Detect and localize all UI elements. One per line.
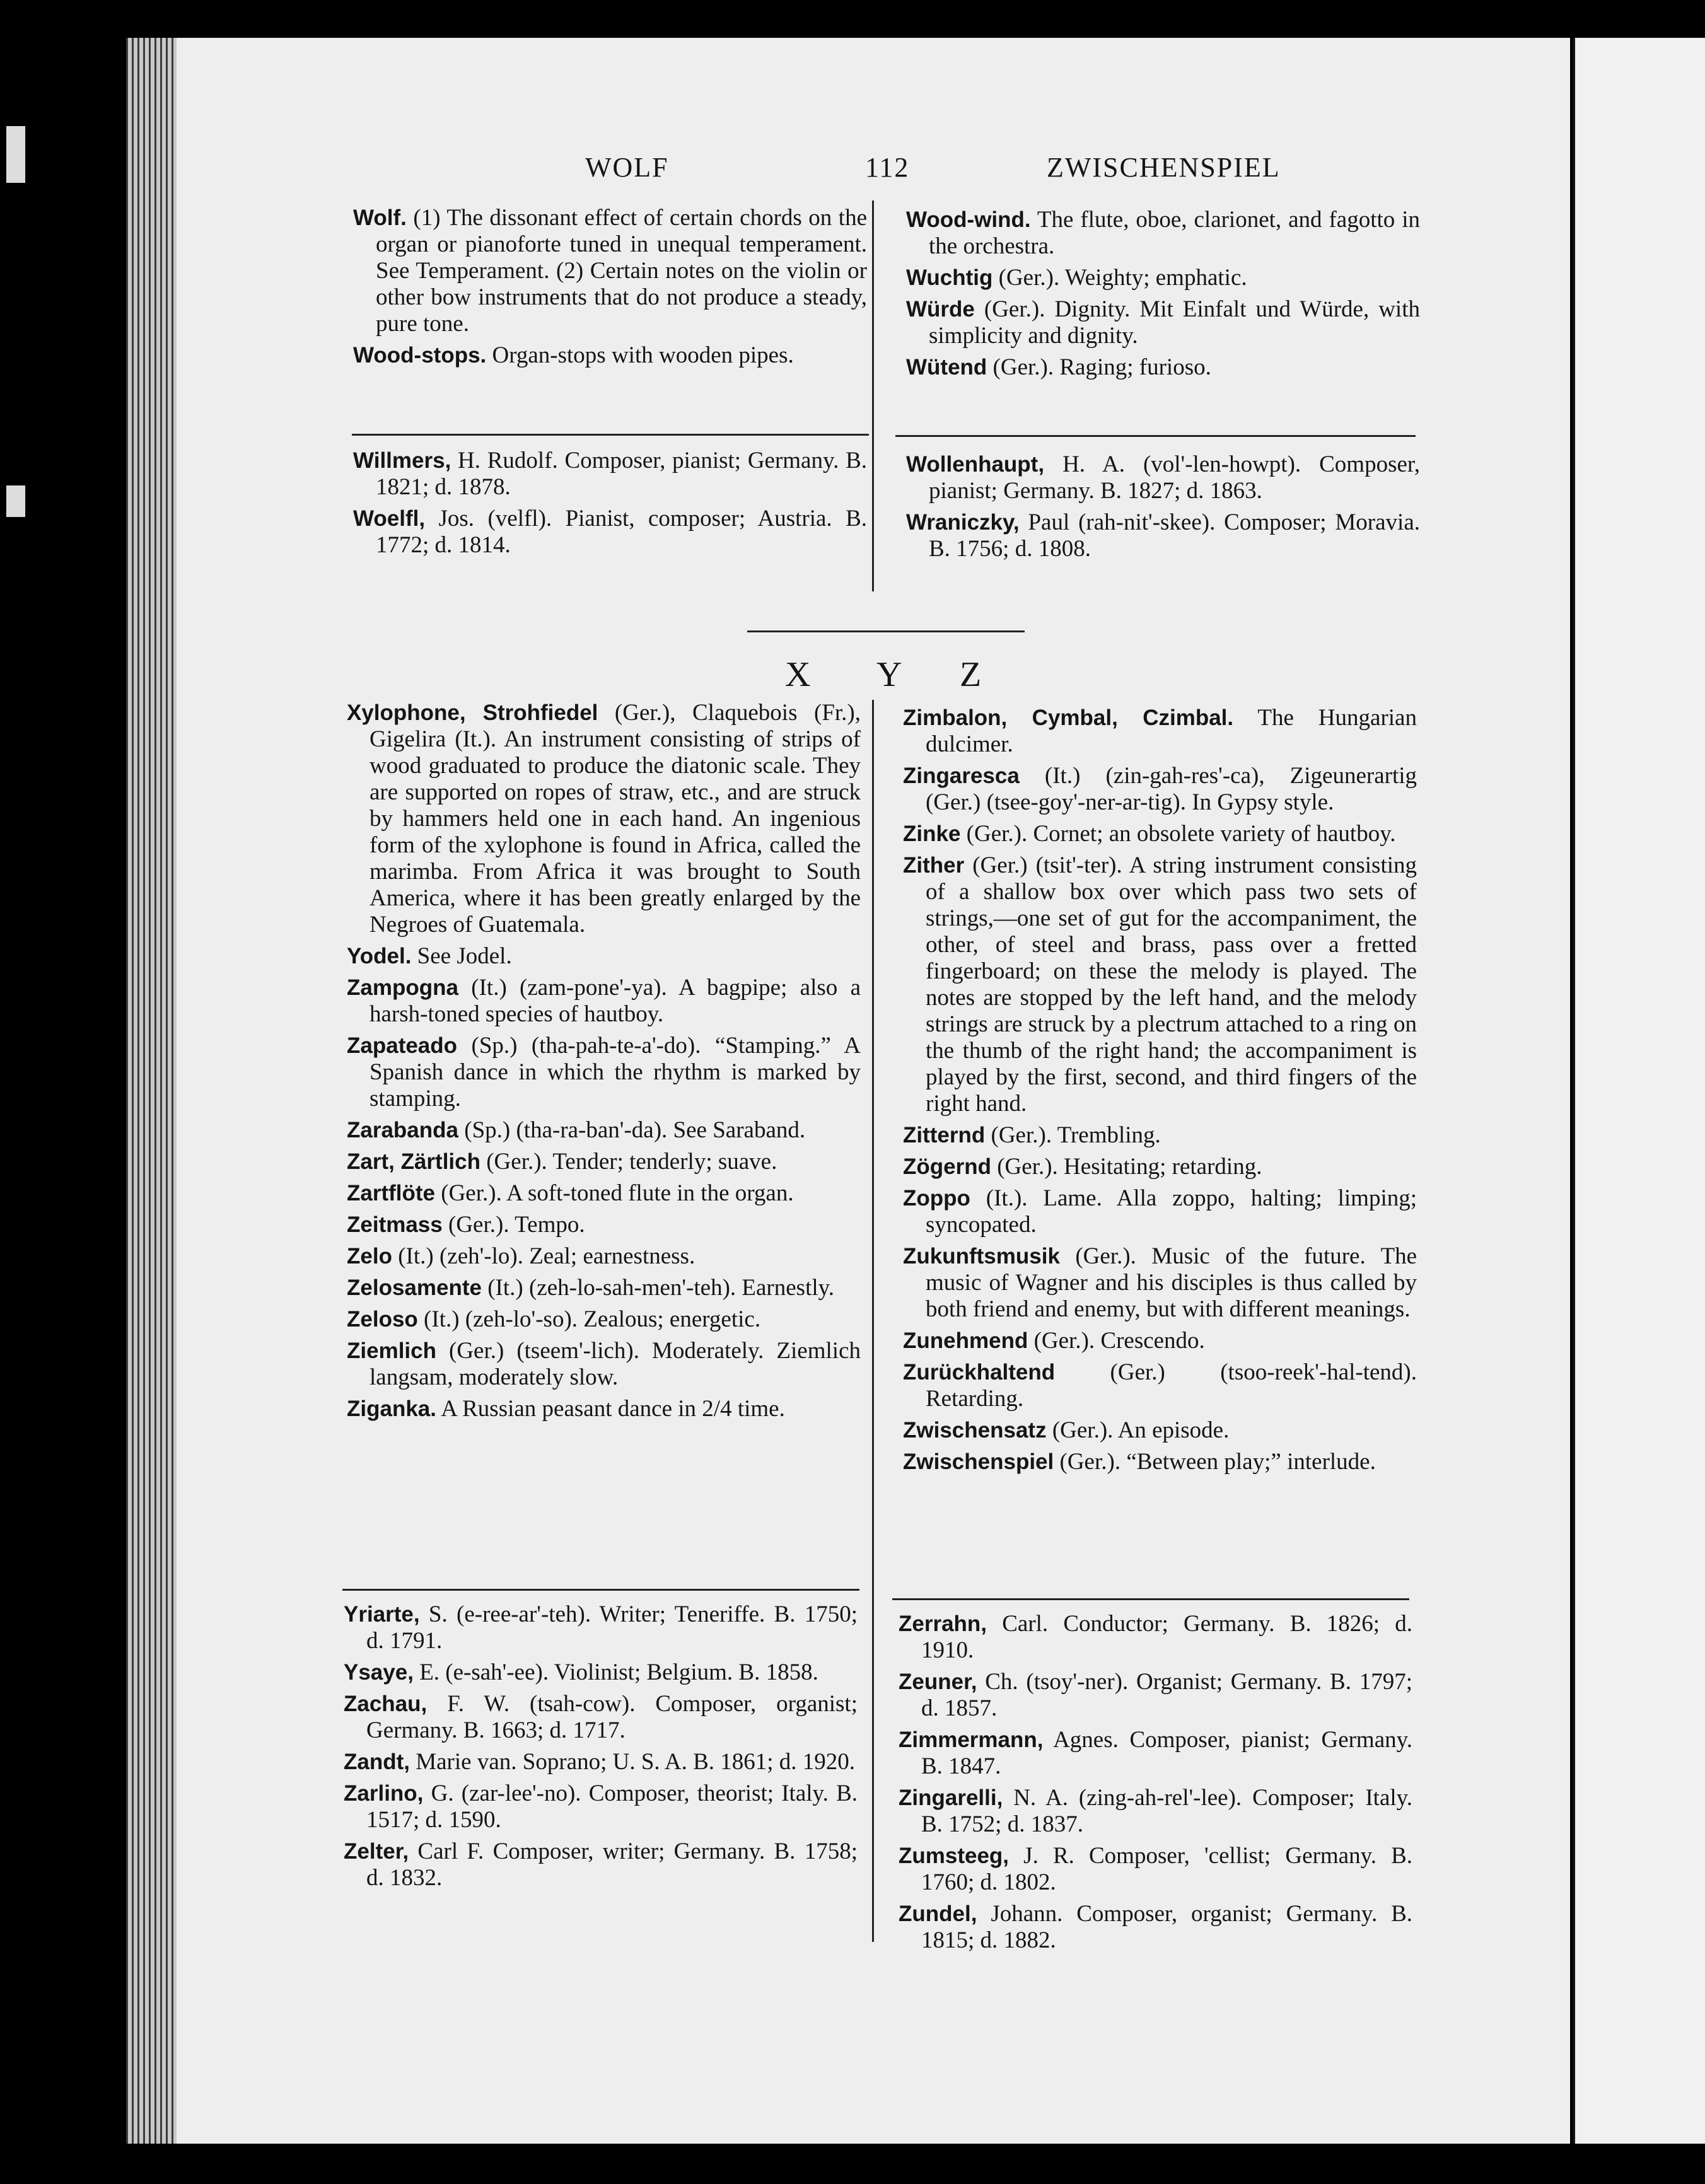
running-head-right: ZWISCHENSPIEL — [1047, 152, 1281, 183]
entry — [899, 1611, 1412, 1664]
entry — [903, 1359, 1417, 1412]
entry-term: Zögernd — [903, 1154, 991, 1179]
page-edge — [126, 38, 177, 2144]
entry-text: Carl F. Composer, writer; Germany. B. 1758; d. 1832. — [366, 1838, 858, 1891]
entry — [903, 1417, 1417, 1444]
section-rule — [342, 1589, 859, 1591]
entry-term: Zukunftsmusik — [903, 1244, 1060, 1269]
entry-term: Zimmermann, — [899, 1728, 1044, 1752]
entry-term: Zimbalon, Cymbal, Czimbal. — [903, 706, 1234, 730]
entry-text: (Ger.). Music of the future. The music of Wagner and his disciples is thus called by both friend and enemy, but with different meanings. — [926, 1243, 1417, 1322]
xyz-names-left — [344, 1601, 858, 1896]
entry-term: Zelo — [347, 1244, 392, 1269]
entry — [347, 1180, 861, 1207]
section-letter-x: X — [785, 655, 811, 694]
scan-speck — [6, 485, 25, 517]
entry — [347, 1338, 861, 1391]
entry — [899, 1843, 1412, 1896]
entry-term: Wolf. — [353, 206, 407, 230]
entry-text: G. (zar-lee'-no). Composer, theorist; Italy. B. 1517; d. 1590. — [366, 1780, 858, 1833]
entry-term: Zart, Zärtlich — [347, 1149, 480, 1174]
entry-term: Wuchtig — [906, 265, 993, 290]
entry-text: (Ger.). Raging; furioso. — [992, 354, 1211, 380]
entry-term: Ziemlich — [347, 1339, 436, 1363]
entry-text: N. A. (zing-ah-rel'-lee). Composer; Italy. B. 1752; d. 1837. — [921, 1785, 1412, 1837]
entry-term: Ysaye, — [344, 1660, 414, 1685]
xyz-names-right — [899, 1611, 1412, 1959]
xyz-terms-right — [903, 705, 1417, 1480]
entry-term: Wood-stops. — [353, 343, 487, 368]
entry — [899, 1727, 1412, 1780]
entry — [344, 1691, 858, 1744]
entry-text: Marie van. Soprano; U. S. A. B. 1861; d. 1920. — [416, 1749, 856, 1775]
entry-text: S. (e-ree-ar'-teh). Writer; Teneriffe. B. 1750; d. 1791. — [366, 1601, 858, 1654]
entry-text: (Ger.). Trembling. — [991, 1122, 1161, 1148]
entry — [347, 1243, 861, 1270]
entry-term: Zarlino, — [344, 1781, 424, 1806]
entry-text: (Ger.). Dignity. Mit Einfalt und Würde, with simplicity and dignity. — [929, 296, 1420, 349]
entry — [347, 700, 861, 938]
entry-text: (Ger.). Hesitating; retarding. — [997, 1154, 1262, 1180]
entry — [903, 821, 1417, 847]
entry-text: E. (e-sah'-ee). Violinist; Belgium. B. 1858. — [419, 1659, 818, 1685]
entry-term: Zurückhaltend — [903, 1360, 1056, 1385]
entry-text: See Jodel. — [417, 943, 512, 969]
entry-text: (Ger.). A soft-toned flute in the organ. — [441, 1180, 794, 1206]
entry-term: Zumsteeg, — [899, 1844, 1010, 1868]
entry-term: Zither — [903, 853, 965, 878]
entry-term: Zandt, — [344, 1750, 410, 1774]
entry — [353, 342, 867, 369]
entry — [347, 943, 861, 970]
entry-text: (It.) (zeh'-lo). Zeal; earnestness. — [398, 1243, 695, 1269]
entry-term: Zampogna — [347, 975, 458, 1000]
entry — [344, 1780, 858, 1833]
entry-term: Yodel. — [347, 944, 412, 968]
entry-term: Zachau, — [344, 1692, 428, 1716]
entry-text: H. A. (vol'-len-howpt). Composer, pianist; Germany. B. 1827; d. 1863. — [929, 451, 1421, 504]
entry-text: (Ger.). Tender; tenderly; suave. — [486, 1149, 777, 1175]
entry — [347, 1117, 861, 1144]
w-names-left — [353, 448, 867, 564]
entry — [903, 1243, 1417, 1323]
entry-term: Woelfl, — [353, 506, 426, 531]
entry-text: Johann. Composer, organist; Germany. B. 1815; d. 1882. — [921, 1901, 1412, 1953]
entry-text: (Ger.), Claquebois (Fr.), Gigelira (It.). An instrument consisting of strips of wood graduated to produce the diatonic scale. They are supported on ropes of straw, etc., and are struck by hammers held one in each hand. An ingenious form of the xylophone is found in Africa, called the marimba. From Africa it was brought to South America, where it has been greatly enlarged by the Negroes of Guatemala. — [370, 700, 861, 938]
gutter-line — [1573, 38, 1575, 2144]
entry-text: Organ-stops with wooden pipes. — [492, 342, 794, 368]
entry-term: Zeuner, — [899, 1670, 977, 1694]
entry — [903, 1122, 1417, 1149]
entry-text: A Russian peasant dance in 2/4 time. — [441, 1396, 785, 1422]
entry-text: The Hungarian dulcimer. — [926, 705, 1417, 757]
entry-text: (Ger.). Tempo. — [448, 1212, 585, 1238]
section-rule — [747, 630, 1025, 632]
entry-term: Wütend — [906, 355, 987, 380]
entry-text: Jos. (velfl). Pianist, composer; Austria. B. 1772; d. 1814. — [376, 506, 867, 558]
entry-term: Zapateado — [347, 1033, 458, 1058]
entry-text: (Ger.) (tsoo-reek'-hal-tend). Retarding. — [926, 1359, 1417, 1412]
column-divider — [872, 700, 874, 1942]
entry-term: Ziganka. — [347, 1397, 436, 1421]
entry-term: Zunehmend — [903, 1328, 1028, 1353]
entry — [906, 509, 1420, 562]
entry-term: Zwischensatz — [903, 1418, 1047, 1443]
section-rule — [892, 1598, 1409, 1600]
entry — [353, 448, 867, 501]
entry-text: (1) The dissonant effect of certain chords on the organ or pianoforte tuned in unequal temperament. See Temperament. (2) Certain notes on the violin or other bow instruments that do not produce a steady, pure tone. — [376, 205, 867, 337]
entry — [899, 1785, 1412, 1838]
entry-term: Willmers, — [353, 448, 451, 473]
scan-speck — [6, 126, 25, 183]
entry — [906, 296, 1420, 349]
w-terms-right — [906, 207, 1420, 386]
entry-term: Wollenhaupt, — [906, 452, 1045, 477]
entry-term: Zarabanda — [347, 1118, 458, 1142]
entry-text: J. R. Composer, 'cellist; Germany. B. 1760; d. 1802. — [921, 1843, 1412, 1895]
facing-page — [1575, 38, 1705, 2144]
entry — [344, 1838, 858, 1891]
entry-text: Carl. Conductor; Germany. B. 1826; d. 1910. — [921, 1611, 1413, 1663]
w-terms-left — [353, 205, 867, 374]
entry — [903, 1328, 1417, 1354]
entry — [344, 1749, 858, 1775]
entry — [347, 1396, 861, 1422]
entry — [903, 763, 1417, 816]
entry-term: Zingarelli, — [899, 1786, 1003, 1810]
entry-text: The flute, oboe, clarionet, and fagotto in the orchestra. — [929, 207, 1420, 259]
entry-term: Zeitmass — [347, 1212, 443, 1237]
entry — [903, 1185, 1417, 1238]
entry-text: (It.). Lame. Alla zoppo, halting; limping; syncopated. — [926, 1185, 1417, 1238]
entry-term: Zingaresca — [903, 764, 1020, 788]
entry-term: Zoppo — [903, 1186, 970, 1211]
entry-text: (It.) (zin-gah-res'-ca), Zigeunerartig (Ger.) (tsee-goy'-ner-ar-tig). In Gypsy style. — [926, 763, 1417, 815]
section-rule — [352, 434, 869, 436]
entry-term: Zartflöte — [347, 1181, 435, 1205]
section-rule — [895, 435, 1416, 437]
entry — [347, 1306, 861, 1333]
entry-term: Zelter, — [344, 1839, 409, 1864]
entry-text: (Ger.) (tsit'-ter). A string instrument consisting of a shallow box over which pass two sets of strings,—one set of gut for the accompaniment, the other, of steel and brass, pass over a fretted fingerboard; on these the melody is played. The notes are stopped by the left hand, and the melody strings are struck by a plectrum attached to a ring on the thumb of the right hand; the accompaniment is played by the first, second, and third fingers of the right hand. — [926, 852, 1417, 1117]
entry — [347, 1275, 861, 1301]
entry-text: Paul (rah-nit'-skee). Composer; Moravia. B. 1756; d. 1808. — [929, 509, 1420, 562]
entry-term: Zundel, — [899, 1902, 977, 1926]
entry-term: Zwischenspiel — [903, 1449, 1054, 1474]
entry-text: H. Rudolf. Composer, pianist; Germany. B. 1821; d. 1878. — [376, 448, 867, 500]
entry — [903, 852, 1417, 1117]
entry — [899, 1901, 1412, 1954]
entry-text: (Ger.). An episode. — [1052, 1417, 1230, 1443]
entry-term: Würde — [906, 297, 975, 322]
entry — [347, 1149, 861, 1175]
entry — [353, 205, 867, 337]
entry-term: Wraniczky, — [906, 510, 1020, 535]
entry-term: Zinke — [903, 822, 961, 846]
entry-text: (Ger.). “Between play;” interlude. — [1059, 1449, 1376, 1475]
entry-term: Zitternd — [903, 1123, 986, 1147]
entry-text: (Ger.). Crescendo. — [1033, 1328, 1205, 1354]
entry-term: Zelosamente — [347, 1275, 482, 1300]
xyz-terms-left — [347, 700, 861, 1427]
entry — [906, 451, 1420, 504]
entry — [903, 1154, 1417, 1180]
entry-term: Zerrahn, — [899, 1612, 987, 1636]
entry-text: Ch. (tsoy'-ner). Organist; Germany. B. 1797; d. 1857. — [921, 1669, 1412, 1721]
entry-text: Agnes. Composer, pianist; Germany. B. 1847. — [921, 1727, 1412, 1779]
entry-term: Xylophone, Strohfiedel — [347, 700, 598, 725]
entry-text: (It.) (zeh-lo'-so). Zealous; energetic. — [424, 1306, 761, 1332]
page-number: 112 — [865, 152, 910, 183]
entry — [906, 265, 1420, 291]
entry — [347, 975, 861, 1028]
entry-text: (Ger.) (tseem'-lich). Moderately. Ziemlich langsam, moderately slow. — [370, 1338, 861, 1390]
entry — [906, 354, 1420, 381]
running-head-left: WOLF — [585, 152, 669, 183]
entry — [899, 1669, 1412, 1722]
entry-text: (It.) (zeh-lo-sah-men'-teh). Earnestly. — [487, 1275, 834, 1301]
entry — [344, 1601, 858, 1654]
entry — [903, 705, 1417, 758]
entry — [353, 506, 867, 559]
entry-term: Wood-wind. — [906, 207, 1031, 232]
entry — [347, 1212, 861, 1238]
entry-term: Zeloso — [347, 1307, 418, 1332]
entry-text: F. W. (tsah-cow). Composer, organist; Germany. B. 1663; d. 1717. — [366, 1691, 858, 1743]
entry-text: (Sp.) (tha-ra-ban'-da). See Saraband. — [464, 1117, 806, 1143]
section-letter-z: Z — [960, 655, 982, 694]
w-names-right — [906, 451, 1420, 567]
entry-text: (Sp.) (tha-pah-te-a'-do). “Stamping.” A Spanish dance in which the rhythm is marked by stamping. — [370, 1033, 861, 1112]
entry — [906, 207, 1420, 260]
entry — [347, 1033, 861, 1112]
section-letter-y: Y — [876, 655, 902, 694]
entry — [903, 1449, 1417, 1475]
entry — [344, 1659, 858, 1686]
entry-text: (Ger.). Weighty; emphatic. — [998, 265, 1247, 291]
column-divider — [872, 200, 874, 591]
entry-text: (It.) (zam-pone'-ya). A bagpipe; also a harsh-toned species of hautboy. — [370, 975, 861, 1027]
entry-text: (Ger.). Cornet; an obsolete variety of hautboy. — [966, 821, 1396, 847]
entry-term: Yriarte, — [344, 1602, 420, 1627]
